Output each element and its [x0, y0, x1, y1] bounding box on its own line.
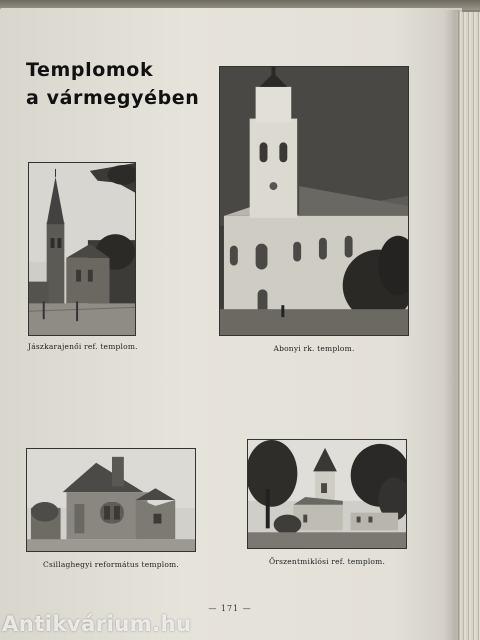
photo-csillaghegy-church	[26, 448, 196, 552]
church-photo-4-image	[248, 440, 406, 548]
caption-abony: Abonyi rk. templom.	[273, 344, 355, 353]
photo-orszentmiklos-church	[247, 439, 407, 549]
photo-abony-church	[219, 66, 409, 336]
caption-jaszkarajeno: Jászkarajenői ref. templom.	[28, 342, 138, 351]
church-photo-1-image	[29, 163, 135, 335]
page-heading	[26, 56, 216, 112]
heading-line-2: a vármegyében	[26, 87, 200, 109]
page-number: — 171 —	[208, 604, 252, 613]
church-photo-2-image	[220, 67, 408, 335]
photo-jaszkarajeno-church	[28, 162, 136, 336]
caption-orszentmiklos: Őrszentmiklósi ref. templom.	[268, 557, 386, 566]
watermark: Antikvárium.hu	[2, 612, 192, 636]
caption-csillaghegy: Csillaghegyi református templom.	[43, 560, 179, 569]
heading-line-1: Templomok	[26, 59, 154, 81]
spine-shadow	[444, 10, 460, 640]
church-photo-3-image	[27, 449, 195, 551]
